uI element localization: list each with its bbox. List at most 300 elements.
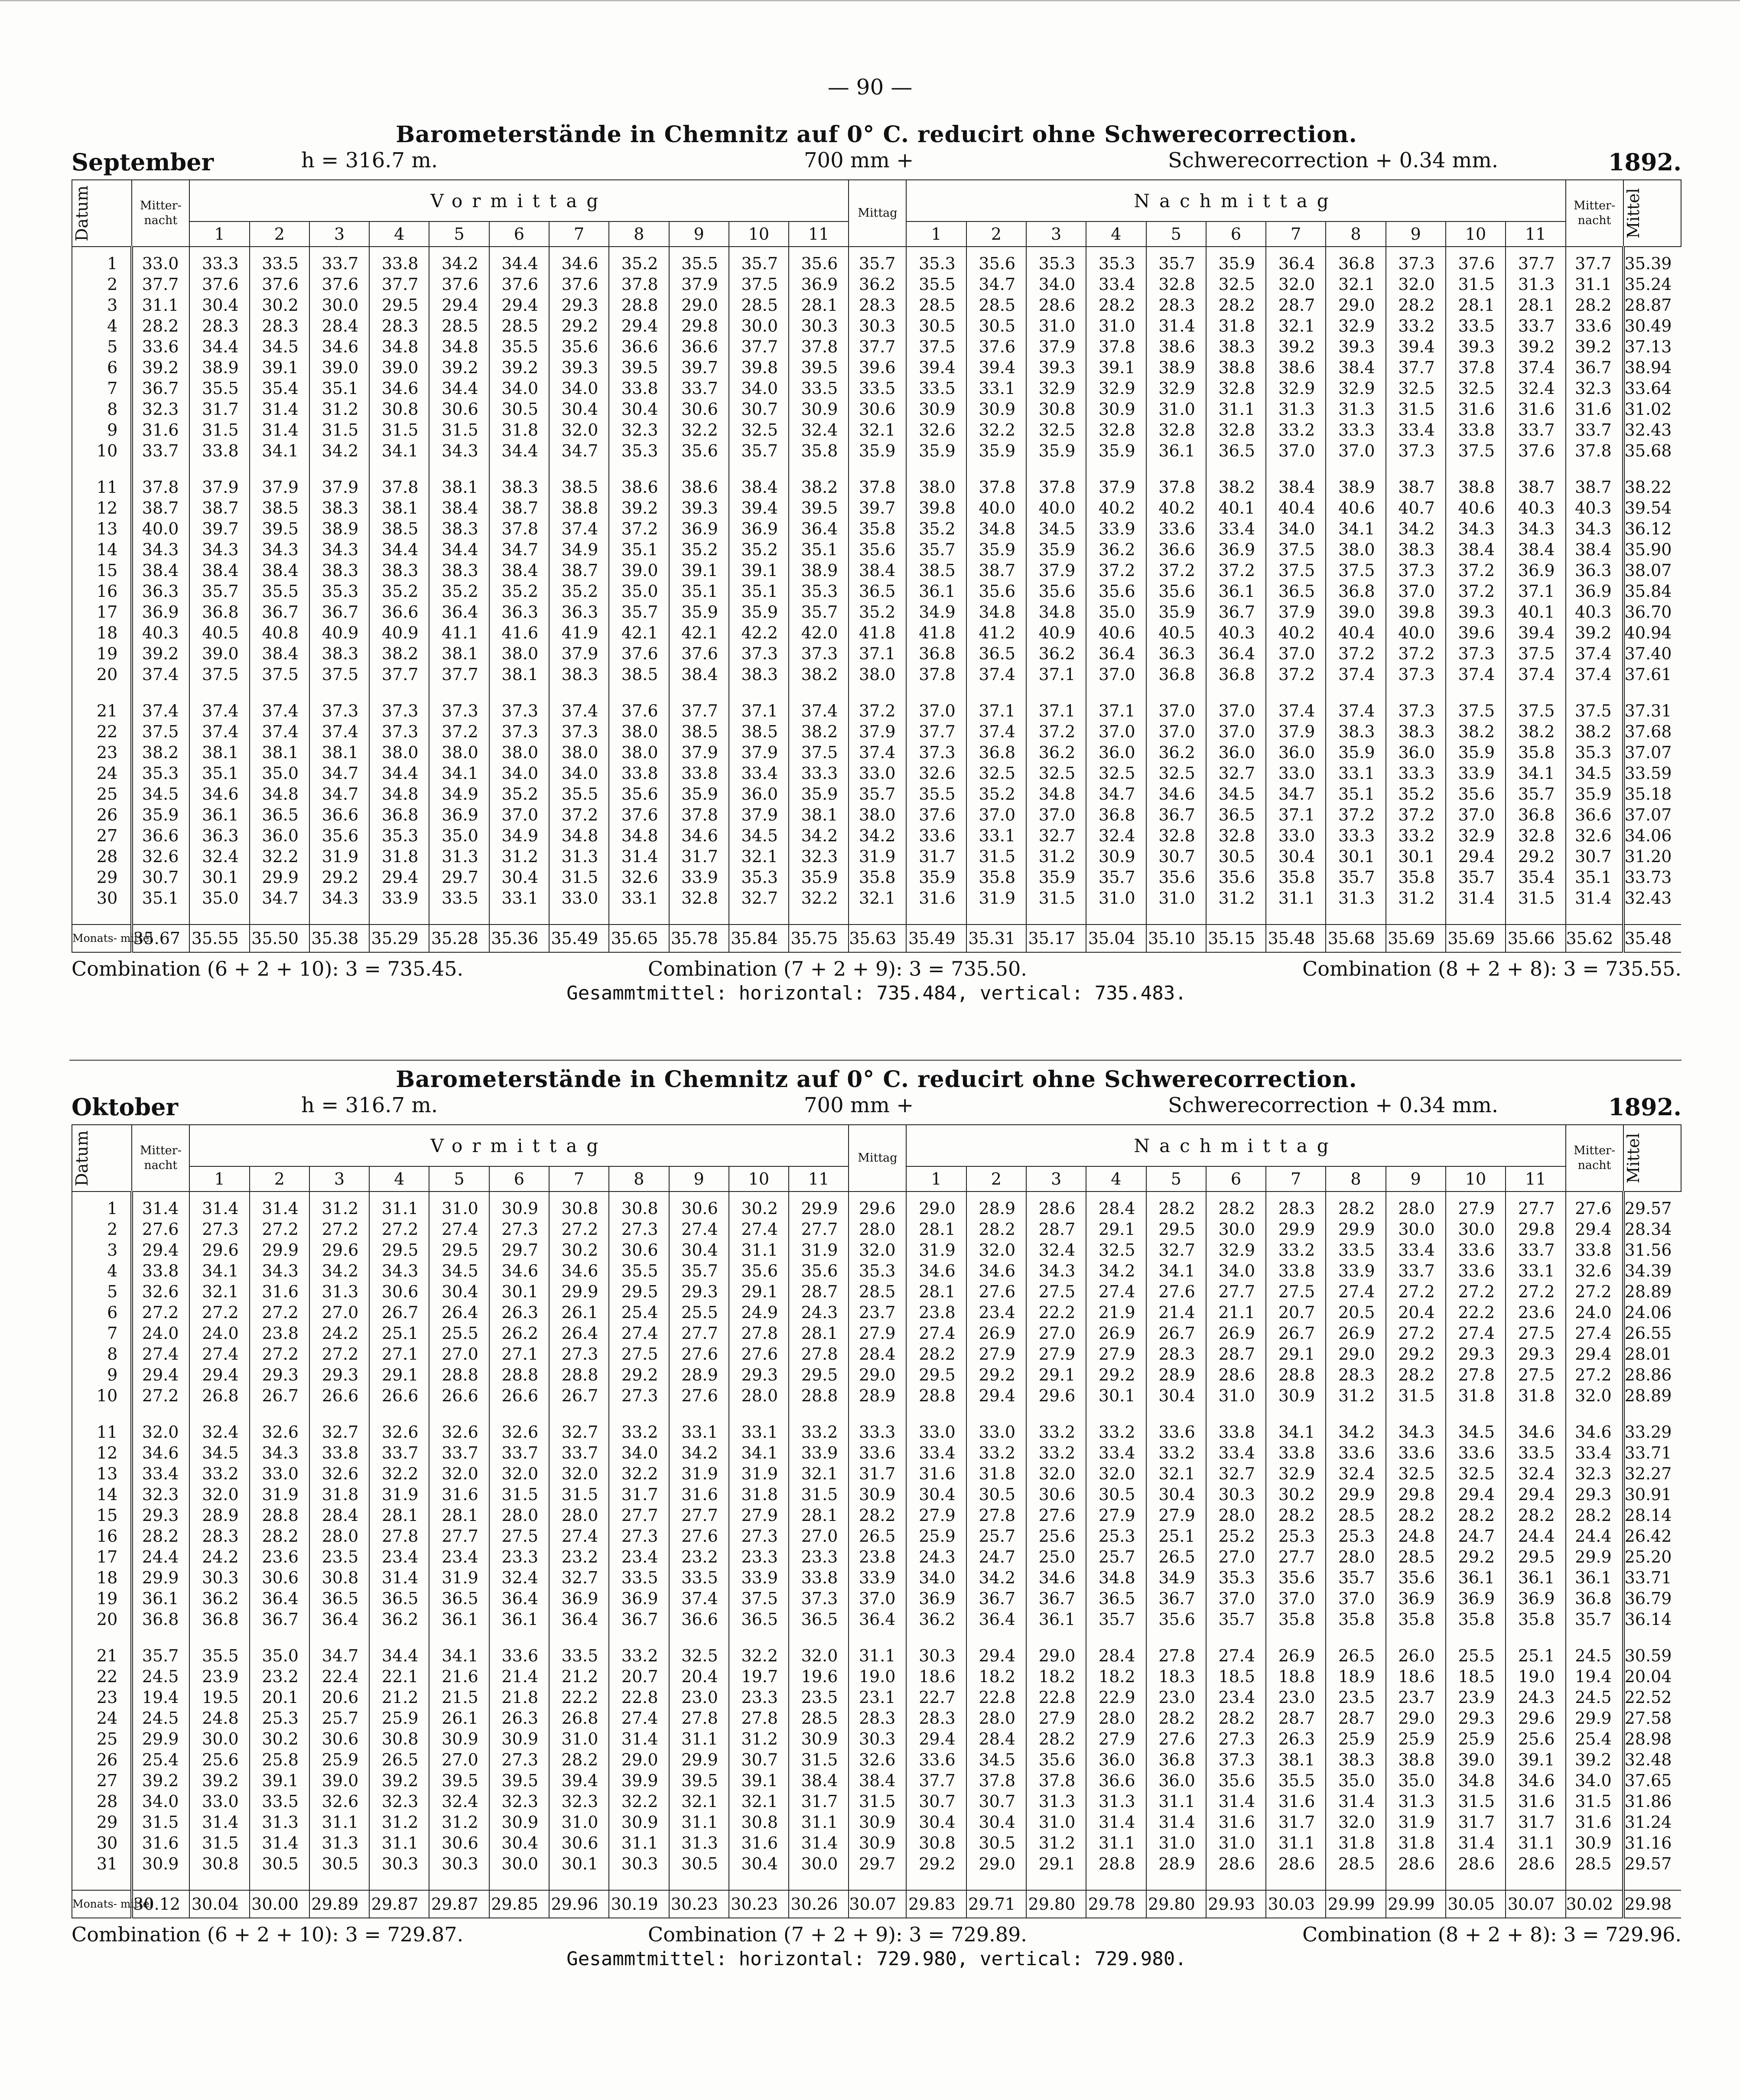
spacer-cell: [1386, 1630, 1446, 1645]
value-cell: 35.9: [1026, 539, 1086, 560]
value-cell: 32.3: [1566, 378, 1623, 399]
value-cell: 32.4: [489, 1567, 549, 1588]
value-cell: 38.4: [1446, 539, 1506, 560]
value-cell: 27.6: [669, 1385, 729, 1406]
value-cell: 35.9: [849, 440, 906, 461]
spacer-cell: [906, 1874, 966, 1890]
value-cell: 38.4: [1266, 477, 1326, 498]
value-cell: 37.4: [1566, 664, 1623, 685]
monthly-mean-cell: 35.48: [1623, 925, 1681, 952]
spacer-row: [72, 908, 1681, 925]
value-cell: 38.1: [309, 742, 369, 763]
day-cell: 27: [72, 1770, 132, 1791]
value-cell: 37.8: [789, 336, 849, 357]
spacer-cell: [250, 1406, 309, 1422]
value-cell: 31.9: [966, 888, 1026, 908]
day-cell: 16: [72, 581, 132, 602]
value-cell: 36.3: [489, 602, 549, 622]
value-cell: 34.4: [189, 336, 249, 357]
value-cell: 33.4: [1086, 274, 1146, 295]
daily-mean-cell: 31.16: [1623, 1833, 1681, 1853]
value-cell: 37.3: [789, 1588, 849, 1609]
value-cell: 30.8: [729, 1812, 789, 1833]
value-cell: 34.6: [1506, 1770, 1565, 1791]
table-row: [72, 1687, 1681, 1708]
day-cell: 24: [72, 1708, 132, 1729]
value-cell: 37.4: [132, 700, 189, 721]
spacer-cell: [789, 1874, 849, 1890]
spacer-cell: [132, 685, 189, 700]
value-cell: 32.5: [1026, 763, 1086, 784]
daily-mean-cell: 31.02: [1623, 399, 1681, 420]
value-cell: 37.3: [789, 643, 849, 664]
value-cell: 35.9: [906, 440, 966, 461]
value-cell: 35.7: [1566, 1609, 1623, 1630]
value-cell: 40.4: [1266, 498, 1326, 518]
value-cell: 30.0: [489, 1853, 549, 1874]
value-cell: 30.4: [1146, 1385, 1206, 1406]
value-cell: 31.7: [906, 846, 966, 867]
value-cell: 34.0: [609, 1442, 669, 1463]
value-cell: 35.9: [1086, 440, 1146, 461]
value-cell: 38.1: [189, 742, 249, 763]
value-cell: 23.7: [1386, 1687, 1446, 1708]
value-cell: 35.6: [1266, 1567, 1326, 1588]
monthly-mean-cell: 35.49: [549, 925, 609, 952]
daily-mean-cell: 33.71: [1623, 1567, 1681, 1588]
value-cell: 26.2: [489, 1323, 549, 1344]
value-cell: 33.0: [1266, 825, 1326, 846]
value-cell: 37.4: [549, 700, 609, 721]
value-cell: 27.1: [369, 1344, 429, 1364]
value-cell: 34.2: [1326, 1422, 1385, 1442]
value-cell: 22.7: [906, 1687, 966, 1708]
value-cell: 31.7: [1266, 1812, 1326, 1833]
value-cell: 35.6: [1026, 1749, 1086, 1770]
value-cell: 34.4: [369, 1645, 429, 1666]
spacer-cell: [309, 685, 369, 700]
value-cell: 36.7: [1146, 1588, 1206, 1609]
daily-mean-cell: 32.48: [1623, 1749, 1681, 1770]
monthly-mean-cell: 30.04: [189, 1890, 249, 1918]
value-cell: 34.6: [309, 336, 369, 357]
value-cell: 34.6: [549, 1260, 609, 1281]
value-cell: 30.3: [906, 1645, 966, 1666]
value-cell: 28.5: [729, 295, 789, 316]
value-cell: 27.3: [189, 1219, 249, 1240]
value-cell: 24.3: [1506, 1687, 1565, 1708]
value-cell: 37.6: [609, 804, 669, 825]
value-cell: 30.2: [250, 295, 309, 316]
value-cell: 35.6: [849, 539, 906, 560]
table-row: [72, 1219, 1681, 1240]
value-cell: 39.8: [1386, 602, 1446, 622]
value-cell: 28.2: [1206, 1192, 1266, 1219]
monthly-mean-cell: 29.87: [429, 1890, 489, 1918]
value-cell: 34.1: [1506, 763, 1565, 784]
hour-header: 8: [609, 1166, 669, 1192]
value-cell: 34.8: [1446, 1770, 1506, 1791]
value-cell: 31.3: [1386, 1791, 1446, 1812]
value-cell: 35.2: [1386, 784, 1446, 804]
value-cell: 39.4: [1386, 336, 1446, 357]
value-cell: 35.7: [849, 784, 906, 804]
spacer-cell: [669, 1874, 729, 1890]
spacer-cell: [669, 1630, 729, 1645]
value-cell: 38.7: [1386, 477, 1446, 498]
value-cell: 33.0: [132, 247, 189, 274]
spacer-cell: [250, 908, 309, 925]
table-row: [72, 477, 1681, 498]
value-cell: 34.1: [729, 1442, 789, 1463]
day-cell: 20: [72, 664, 132, 685]
spacer-cell: [609, 1630, 669, 1645]
value-cell: 38.5: [729, 721, 789, 742]
value-cell: 37.4: [549, 518, 609, 539]
value-cell: 27.7: [669, 1323, 729, 1344]
value-cell: 34.6: [669, 825, 729, 846]
value-cell: 31.3: [250, 1812, 309, 1833]
value-cell: 22.8: [609, 1687, 669, 1708]
value-cell: 18.3: [1146, 1666, 1206, 1687]
value-cell: 32.3: [489, 1791, 549, 1812]
value-cell: 23.4: [429, 1547, 489, 1567]
value-cell: 30.4: [906, 1484, 966, 1505]
monthly-mean-cell: 35.50: [250, 925, 309, 952]
value-cell: 23.8: [250, 1323, 309, 1344]
value-cell: 37.9: [669, 742, 729, 763]
value-cell: 29.9: [789, 1192, 849, 1219]
value-cell: 31.6: [906, 888, 966, 908]
value-cell: 35.9: [906, 867, 966, 888]
value-cell: 39.5: [789, 498, 849, 518]
value-cell: 33.9: [1086, 518, 1146, 539]
value-cell: 34.4: [369, 763, 429, 784]
value-cell: 38.3: [309, 498, 369, 518]
value-cell: 32.0: [789, 1645, 849, 1666]
value-cell: 32.0: [849, 1240, 906, 1260]
value-cell: 32.6: [250, 1422, 309, 1442]
value-cell: 31.5: [489, 1484, 549, 1505]
spacer-cell: [1446, 1406, 1506, 1422]
value-cell: 33.2: [1146, 1442, 1206, 1463]
value-cell: 27.2: [1566, 1364, 1623, 1385]
value-cell: 30.9: [789, 399, 849, 420]
value-cell: 39.5: [669, 1770, 729, 1791]
value-cell: 38.6: [1266, 357, 1326, 378]
day-cell: 12: [72, 498, 132, 518]
value-cell: 36.1: [489, 1609, 549, 1630]
value-cell: 26.8: [549, 1708, 609, 1729]
table-row: [72, 664, 1681, 685]
value-cell: 28.2: [966, 1219, 1026, 1240]
value-cell: 32.2: [789, 888, 849, 908]
value-cell: 27.2: [189, 1302, 249, 1323]
hour-header: 3: [1026, 1166, 1086, 1192]
value-cell: 24.5: [132, 1708, 189, 1729]
value-cell: 33.5: [849, 378, 906, 399]
value-cell: 30.4: [189, 295, 249, 316]
value-cell: 29.1: [1026, 1853, 1086, 1874]
value-cell: 33.7: [309, 247, 369, 274]
spacer-cell: [369, 1874, 429, 1890]
value-cell: 36.4: [849, 1609, 906, 1630]
value-cell: 37.4: [669, 1588, 729, 1609]
value-cell: 30.4: [966, 1812, 1026, 1833]
value-cell: 31.2: [489, 846, 549, 867]
day-cell: 6: [72, 357, 132, 378]
hour-header: 10: [729, 221, 789, 247]
value-cell: 35.9: [789, 784, 849, 804]
value-cell: 36.6: [669, 336, 729, 357]
value-cell: 31.4: [250, 399, 309, 420]
value-cell: 39.8: [729, 357, 789, 378]
table-row: [72, 643, 1681, 664]
value-cell: 32.5: [966, 763, 1026, 784]
value-cell: 30.0: [1446, 1219, 1506, 1240]
monthly-mean-cell: 35.63: [849, 925, 906, 952]
value-cell: 35.3: [906, 247, 966, 274]
value-cell: 33.9: [789, 1442, 849, 1463]
spacer-cell: [966, 1630, 1026, 1645]
hour-header: 5: [429, 1166, 489, 1192]
value-cell: 24.8: [189, 1708, 249, 1729]
monthly-mean-cell: 29.83: [906, 1890, 966, 1918]
monthly-mean-cell: 35.28: [429, 925, 489, 952]
table-row: [72, 378, 1681, 399]
value-cell: 35.6: [1026, 581, 1086, 602]
value-cell: 25.3: [1326, 1526, 1385, 1547]
spacer-cell: [1026, 461, 1086, 477]
value-cell: 23.5: [789, 1687, 849, 1708]
value-cell: 37.0: [1206, 721, 1266, 742]
value-cell: 20.4: [669, 1666, 729, 1687]
value-cell: 39.1: [729, 1770, 789, 1791]
hour-header: 8: [1326, 221, 1385, 247]
value-cell: 24.8: [1386, 1526, 1446, 1547]
spacer-cell: [1026, 1630, 1086, 1645]
value-cell: 28.3: [369, 316, 429, 336]
value-cell: 30.8: [309, 1567, 369, 1588]
value-cell: 33.0: [849, 763, 906, 784]
value-cell: 35.7: [789, 602, 849, 622]
value-cell: 32.1: [1326, 274, 1385, 295]
value-cell: 23.6: [250, 1547, 309, 1567]
value-cell: 37.1: [1026, 664, 1086, 685]
value-cell: 28.3: [1326, 1364, 1385, 1385]
hour-header: 7: [1266, 1166, 1326, 1192]
value-cell: 32.0: [189, 1484, 249, 1505]
table-row: [72, 1791, 1681, 1812]
value-cell: 29.0: [849, 1364, 906, 1385]
value-cell: 30.9: [132, 1853, 189, 1874]
monthly-mean-cell: 35.69: [1446, 925, 1506, 952]
value-cell: 32.1: [669, 1791, 729, 1812]
value-cell: 29.4: [966, 1645, 1026, 1666]
value-cell: 35.5: [189, 378, 249, 399]
value-cell: 18.6: [906, 1666, 966, 1687]
value-cell: 39.5: [250, 518, 309, 539]
value-cell: 31.3: [1326, 399, 1385, 420]
value-cell: 33.0: [189, 1791, 249, 1812]
value-cell: 35.3: [849, 1260, 906, 1281]
value-cell: 34.7: [549, 440, 609, 461]
spacer-cell: [1386, 685, 1446, 700]
value-cell: 30.9: [1566, 1833, 1623, 1853]
value-cell: 32.9: [1026, 378, 1086, 399]
table-row: [72, 1463, 1681, 1484]
value-cell: 41.8: [849, 622, 906, 643]
spacer-cell: [1566, 1406, 1623, 1422]
spacer-cell: [1086, 1874, 1146, 1890]
value-cell: 29.1: [729, 1281, 789, 1302]
table-row: [72, 721, 1681, 742]
value-cell: 33.8: [369, 247, 429, 274]
value-cell: 38.4: [849, 560, 906, 581]
value-cell: 37.8: [1086, 336, 1146, 357]
value-cell: 37.9: [669, 274, 729, 295]
value-cell: 27.9: [1086, 1344, 1146, 1364]
value-cell: 35.6: [966, 247, 1026, 274]
value-cell: 35.5: [489, 336, 549, 357]
value-cell: 31.1: [1206, 399, 1266, 420]
value-cell: 30.3: [849, 316, 906, 336]
spacer-cell: [189, 1406, 249, 1422]
value-cell: 32.4: [429, 1791, 489, 1812]
value-cell: 32.4: [1086, 825, 1146, 846]
value-cell: 23.8: [849, 1547, 906, 1567]
value-cell: 34.1: [369, 440, 429, 461]
value-cell: 32.0: [549, 420, 609, 440]
value-cell: 34.0: [549, 763, 609, 784]
value-cell: 23.5: [1326, 1687, 1385, 1708]
monthly-mean-cell: 30.12: [132, 1890, 189, 1918]
spacer-cell: [1206, 1406, 1266, 1422]
value-cell: 35.8: [1506, 742, 1565, 763]
value-cell: 31.9: [789, 1240, 849, 1260]
day-cell: 7: [72, 378, 132, 399]
value-cell: 29.0: [906, 1192, 966, 1219]
value-cell: 27.6: [966, 1281, 1026, 1302]
value-cell: 27.6: [1146, 1281, 1206, 1302]
value-cell: 24.5: [1566, 1687, 1623, 1708]
value-cell: 31.2: [369, 1812, 429, 1833]
value-cell: 31.7: [789, 1791, 849, 1812]
value-cell: 26.7: [250, 1385, 309, 1406]
value-cell: 34.6: [1146, 784, 1206, 804]
value-cell: 18.6: [1386, 1666, 1446, 1687]
value-cell: 36.4: [250, 1588, 309, 1609]
spacer-cell: [1446, 1630, 1506, 1645]
value-cell: 27.4: [1446, 1323, 1506, 1344]
value-cell: 36.6: [309, 804, 369, 825]
value-cell: 37.3: [429, 700, 489, 721]
value-cell: 30.5: [489, 399, 549, 420]
value-cell: 37.6: [966, 336, 1026, 357]
mean-label: Mittel: [1623, 188, 1643, 239]
value-cell: 35.5: [906, 784, 966, 804]
value-cell: 34.1: [189, 1260, 249, 1281]
value-cell: 36.5: [1206, 804, 1266, 825]
value-cell: 32.0: [1386, 274, 1446, 295]
value-cell: 31.4: [189, 1812, 249, 1833]
monthly-mean-row: [72, 1890, 1681, 1918]
value-cell: 32.2: [729, 1645, 789, 1666]
monthly-mean-cell: 29.99: [1326, 1890, 1385, 1918]
value-cell: 33.9: [369, 888, 429, 908]
value-cell: 30.5: [966, 1484, 1026, 1505]
value-cell: 38.5: [369, 518, 429, 539]
pressure-table: [72, 1124, 1681, 1918]
daily-mean-cell: 33.29: [1623, 1422, 1681, 1442]
value-cell: 24.3: [906, 1547, 966, 1567]
value-cell: 31.5: [549, 867, 609, 888]
monthly-mean-cell: 30.23: [669, 1890, 729, 1918]
value-cell: 37.6: [489, 274, 549, 295]
value-cell: 35.6: [1086, 581, 1146, 602]
value-cell: 32.0: [429, 1463, 489, 1484]
value-cell: 25.5: [429, 1323, 489, 1344]
day-cell: 9: [72, 1364, 132, 1385]
spacer-cell: [1623, 1630, 1681, 1645]
value-cell: 32.4: [789, 420, 849, 440]
value-cell: 30.4: [549, 399, 609, 420]
value-cell: 33.7: [1386, 1260, 1446, 1281]
value-cell: 33.6: [489, 1645, 549, 1666]
spacer-cell: [906, 1630, 966, 1645]
daily-mean-cell: 29.57: [1623, 1853, 1681, 1874]
value-cell: 29.9: [1266, 1219, 1326, 1240]
value-cell: 33.2: [1086, 1422, 1146, 1442]
value-cell: 31.5: [789, 1749, 849, 1770]
table-row: [72, 1588, 1681, 1609]
value-cell: 29.0: [1386, 1708, 1446, 1729]
monthly-mean-cell: 35.36: [489, 925, 549, 952]
daily-mean-cell: 32.27: [1623, 1463, 1681, 1484]
value-cell: 36.6: [1086, 1770, 1146, 1791]
value-cell: 37.9: [1086, 477, 1146, 498]
value-cell: 25.7: [309, 1708, 369, 1729]
value-cell: 27.1: [489, 1344, 549, 1364]
value-cell: 28.5: [429, 316, 489, 336]
value-cell: 28.6: [1026, 295, 1086, 316]
value-cell: 28.2: [1026, 1729, 1086, 1749]
value-cell: 40.8: [250, 622, 309, 643]
spacer-cell: [1506, 685, 1565, 700]
value-cell: 27.7: [429, 1526, 489, 1547]
value-cell: 39.4: [966, 357, 1026, 378]
value-cell: 39.8: [906, 498, 966, 518]
value-cell: 31.2: [1386, 888, 1446, 908]
day-cell: 11: [72, 477, 132, 498]
spacer-cell: [729, 1630, 789, 1645]
value-cell: 27.4: [729, 1219, 789, 1240]
value-cell: 32.7: [1026, 825, 1086, 846]
value-cell: 37.1: [1086, 700, 1146, 721]
value-cell: 31.1: [1506, 1833, 1565, 1853]
value-cell: 30.2: [1266, 1484, 1326, 1505]
value-cell: 27.0: [429, 1344, 489, 1364]
value-cell: 32.7: [1146, 1240, 1206, 1260]
spacer-cell: [1026, 1874, 1086, 1890]
value-cell: 36.1: [906, 581, 966, 602]
value-cell: 40.0: [132, 518, 189, 539]
value-cell: 38.8: [1206, 357, 1266, 378]
monthly-mean-cell: 35.78: [669, 925, 729, 952]
value-cell: 32.9: [1086, 378, 1146, 399]
value-cell: 38.9: [189, 357, 249, 378]
value-cell: 38.7: [1566, 477, 1623, 498]
